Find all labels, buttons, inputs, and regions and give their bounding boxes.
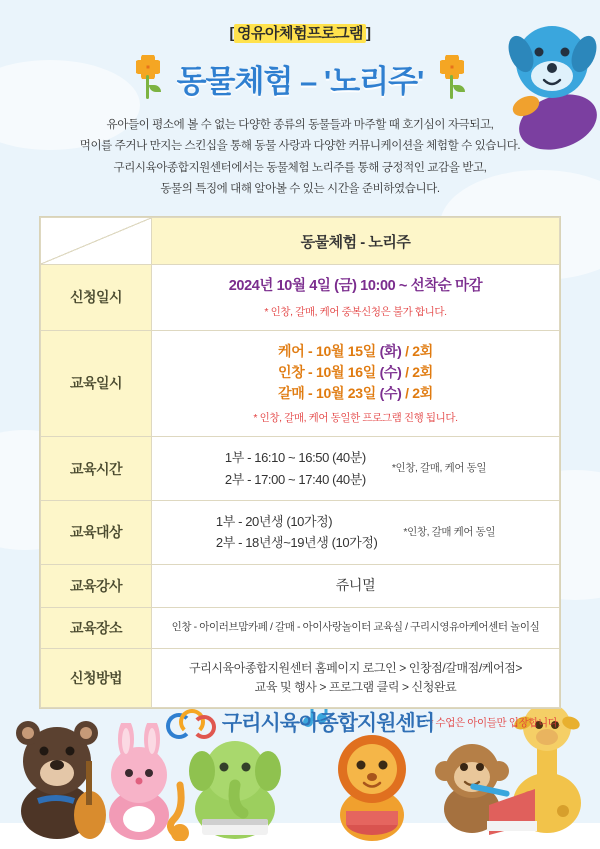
table-header-row [41, 218, 560, 265]
schedule-site: 인창 [277, 363, 305, 380]
schedule-dash: - [308, 342, 313, 359]
row-value-instructor: 쥬니멀 [152, 564, 560, 607]
row-label-instructor: 교육강사 [41, 564, 152, 607]
apply-line: 구리시육아종합지원센터 홈페이지 로그인 > 인창점/갈매점/케어점> [188, 660, 522, 675]
schedule-site: 갈매 [277, 384, 305, 401]
description-line: 구리시육아종합지원센터에서는 동물체험 노리주를 통해 긍정적인 교감을 받고, [113, 161, 487, 174]
application-note: * 인창, 갈매, 케어 중복신청은 불가 합니다. [264, 305, 447, 318]
row-value-target [152, 500, 560, 564]
lion-character [320, 723, 425, 843]
target-line: 2부 - 18년생~19년생 (10가정) [215, 535, 378, 551]
description-line: 먹이를 주거나 만지는 스킨십을 통해 동물 사랑과 다양한 커뮤니케이션을 체험할 수 있습니다. [79, 140, 521, 153]
schedule-line [160, 383, 551, 404]
row-value-application-date [152, 265, 560, 331]
poster-footnote: * 수업은 아이들만 입장합니다. [429, 716, 560, 729]
schedule-day: (수) [379, 363, 402, 380]
table-row [41, 265, 560, 331]
poster-header [0, 0, 600, 200]
schedule-dash: - [308, 384, 313, 401]
schedule-line [160, 341, 551, 362]
center-logo [0, 707, 600, 737]
row-value-how-to-apply [152, 648, 560, 707]
row-label-how-to-apply: 신청방법 [41, 648, 152, 707]
flower-icon-right [437, 55, 467, 101]
schedule-day: (화) [379, 342, 402, 359]
target-line: 1부 - 20년생 (10가정) [215, 513, 333, 529]
three-rings-logo-icon [166, 707, 212, 737]
row-value-location: 인창 - 아이러브맘카페 / 갈매 - 아이사랑놀이터 교육실 / 구리시영유아케어센터 놀이실 [152, 607, 560, 648]
program-tag-text: 영유아체험프로그램 [234, 24, 366, 43]
schedule-count: / 2회 [405, 384, 434, 401]
schedule-line [160, 362, 551, 383]
row-label-location: 교육장소 [41, 607, 152, 648]
application-datetime: 2024년 10월 4일 (금) 10:00 ~ 선착순 마감 [228, 278, 483, 295]
class-time-side-note: *인창, 갈매, 케어 동일 [391, 462, 487, 475]
program-tag-close: ] [365, 25, 371, 42]
schedule-site: 케어 [277, 342, 305, 359]
flower-icon-left [133, 55, 163, 101]
apply-line: 교육 및 행사 > 프로그램 클릭 > 신청완료 [254, 679, 457, 694]
program-tag-open: [ [229, 25, 235, 42]
schedule-date: 10월 15일 [316, 342, 376, 359]
schedule-date: 10월 16일 [316, 363, 376, 380]
class-time-line: 2부 - 17:00 ~ 17:40 (40분) [224, 471, 366, 487]
row-label-target: 교육대상 [41, 500, 152, 564]
program-tag [230, 22, 371, 43]
row-label-application-date: 신청일시 [41, 265, 152, 331]
saxophone-icon [152, 781, 202, 841]
table-row [41, 564, 560, 607]
description-block [65, 115, 535, 200]
row-value-class-time [152, 437, 560, 501]
row-label-class-time: 교육시간 [41, 437, 152, 501]
schedule-dash: - [308, 363, 313, 380]
row-value-class-date [152, 330, 560, 436]
table-row [41, 437, 560, 501]
center-name: 구리시육아종합지원센터 [221, 712, 435, 735]
schedule-count: / 2회 [405, 342, 434, 359]
schedule-day: (수) [379, 384, 402, 401]
table-row [41, 648, 560, 707]
class-date-note: * 인창, 갈매, 케어 동일한 프로그램 진행 됩니다. [253, 411, 458, 424]
description-line: 동물의 특징에 대해 알아볼 수 있는 시간을 준비하였습니다. [160, 182, 440, 195]
description-line: 유아들이 평소에 볼 수 없는 다양한 종류의 동물들과 마주할 때 호기심이 자극되고, [106, 119, 494, 131]
page-title: 동물체험 – '노리주' [176, 63, 424, 99]
schedule-date: 10월 23일 [316, 384, 376, 401]
class-time-line: 1부 - 16:10 ~ 16:50 (40분) [224, 450, 366, 466]
table-row [41, 500, 560, 564]
table-row [41, 607, 560, 648]
table-column-header: 동물체험 - 노리주 [152, 218, 560, 265]
row-label-class-date: 교육일시 [41, 330, 152, 436]
target-side-note: *인창, 갈매 케어 동일 [403, 526, 496, 539]
table-row [41, 330, 560, 436]
program-info-table [39, 216, 561, 709]
title-row [0, 55, 600, 101]
table-corner-cell [41, 218, 152, 265]
schedule-count: / 2회 [405, 363, 434, 380]
diagonal-divider-icon [41, 218, 151, 264]
